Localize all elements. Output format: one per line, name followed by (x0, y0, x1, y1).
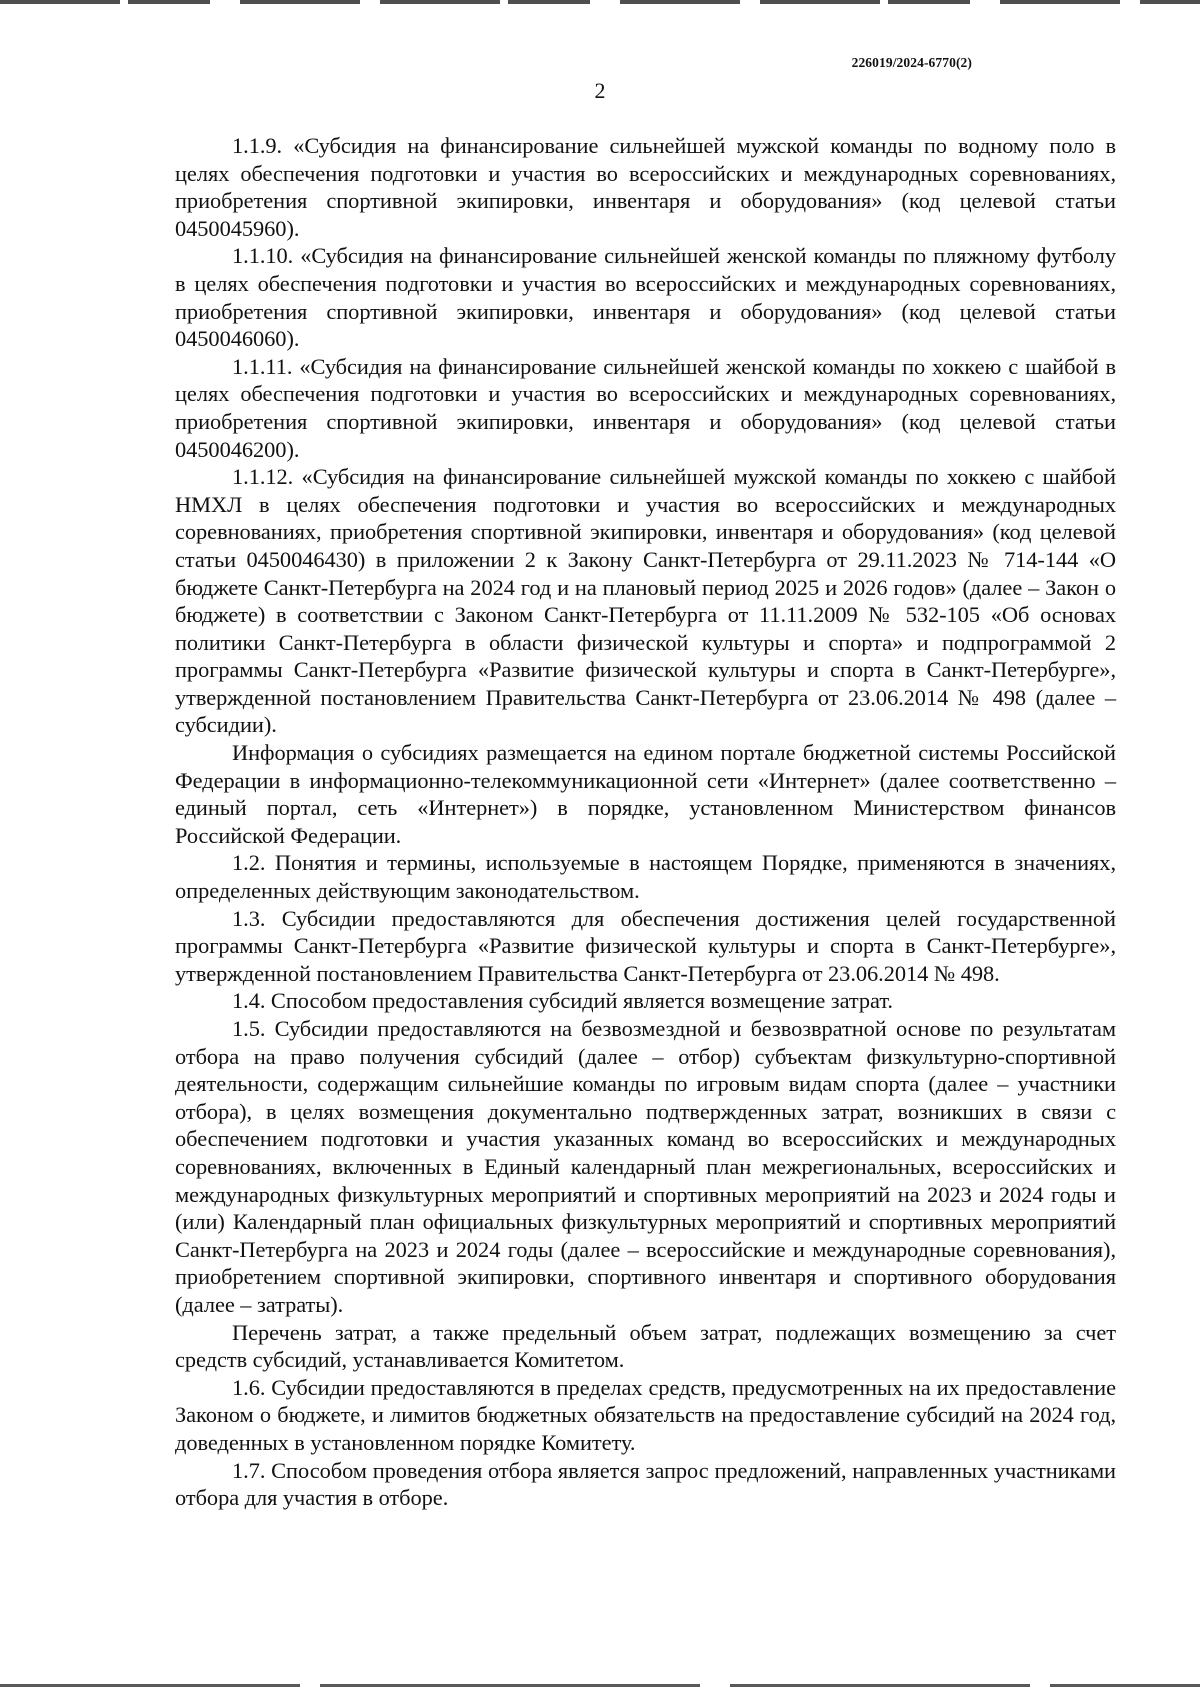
scan-edge-bottom (0, 1684, 1200, 1687)
paragraph-1-3: 1.3. Субсидии предоставляются для обеспечения достижения целей государственной программы Санкт-Петербурга «Развитие физической культуры и спорта в Санкт-Петербурге», утвержденной постановлением Правительства Санкт-Петербурга от 23.06.2014 № 498. (175, 905, 1116, 986)
paragraph-portal-info: Информация о субсидиях размещается на едином портале бюджетной системы Российской Федерации в информационно-телекоммуникационной сети «Интернет» (далее соответственно – единый портал, сеть «Интернет») в порядке, установленном Министерством финансов Российской Федерации. (175, 740, 1116, 848)
paragraph-1-1-12: 1.1.12. «Субсидия на финансирование сильнейшей мужской команды по хоккею с шайбой НМХЛ в целях обеспечения подготовки и участия во всероссийских и международных соревнованиях, приобретения спортивной экипировки, инвентаря и оборудования» (код целевой статьи 0450046430) в приложении 2 к Закону Санкт-Петербурга от 29.11.2023 № 714-144 «О бюджете Санкт-Петербурга на 2024 год и на плановый период 2025 и 2026 годов» (далее – Закон о бюджете) в соответствии с Законом Санкт-Петербурга от 11.11.2009 № 532-105 «Об основах политики Санкт-Петербурга в области физической культуры и спорта» и подпрограммой 2 программы Санкт-Петербурга «Развитие физической культуры и спорта в Санкт-Петербурге», утвержденной постановлением Правительства Санкт-Петербурга от 23.06.2014 № 498 (далее – субсидии). (175, 464, 1116, 738)
paragraph-1-1-9: 1.1.9. «Субсидия на финансирование сильнейшей мужской команды по водному поло в целях обеспечения подготовки и участия во всероссийских и международных соревнованиях, приобретения спортивной экипировки, инвентаря и оборудования» (код целевой статьи 0450045960). (175, 133, 1116, 241)
paragraph-1-1-10: 1.1.10. «Субсидия на финансирование сильнейшей женской команды по пляжному футболу в целях обеспечения подготовки и участия во всероссийских и международных соревнованиях, приобретения спортивной экипировки, инвентаря и оборудования» (код целевой статьи 0450046060). (175, 243, 1116, 352)
paragraph-1-6: 1.6. Субсидии предоставляются в пределах средств, предусмотренных на их предоставление Законом о бюджете, и лимитов бюджетных обязательств на предоставление субсидий на 2024 год, доведенных в установленном порядке Комитету. (175, 1374, 1116, 1455)
document-body (175, 132, 1116, 1512)
paragraph-1-4: 1.4. Способом предоставления субсидий является возмещение затрат. (232, 988, 893, 1014)
scan-edge-top (0, 0, 1200, 4)
paragraph-1-2: 1.2. Понятия и термины, используемые в настоящем Порядке, применяются в значениях, определенных действующим законодательством. (175, 850, 1116, 904)
paragraph-1-7: 1.7. Способом проведения отбора является запрос предложений, направленных участниками отбора для участия в отборе. (175, 1457, 1116, 1511)
paragraph-1-1-11: 1.1.11. «Субсидия на финансирование сильнейшей женской команды по хоккею с шайбой в целях обеспечения подготовки и участия во всероссийских и международных соревнованиях, приобретения спортивной экипировки, инвентаря и оборудования» (код целевой статьи 0450046200). (175, 353, 1116, 462)
paragraph-cost-list: Перечень затрат, а также предельный объем затрат, подлежащих возмещению за счет средств субсидий, устанавливается Комитетом. (175, 1319, 1116, 1373)
page-number: 2 (594, 78, 606, 103)
document-registration-number: 226019/2024-6770(2) (851, 55, 972, 70)
paragraph-1-5: 1.5. Субсидии предоставляются на безвозмездной и безвозвратной основе по результатам отбора на право получения субсидий (далее – отбор) субъектам физкультурно-спортивной деятельности, содержащим сильнейшие команды по игровым видам спорта (далее – участники отбора), в целях возмещения документально подтвержденных затрат, возникших в связи с обеспечением подготовки и участия указанных команд во всероссийских и международных соревнованиях, включенных в Единый календарный план межрегиональных, всероссийских и международных физкультурных мероприятий и спортивных мероприятий на 2023 и 2024 годы и (или) Календарный план официальных физкультурных мероприятий и спортивных мероприятий Санкт-Петербурга на 2023 и 2024 годы (далее – всероссийские и международные соревнования), приобретением спортивной экипировки, спортивного инвентаря и спортивного оборудования (далее – затраты). (175, 1016, 1116, 1317)
